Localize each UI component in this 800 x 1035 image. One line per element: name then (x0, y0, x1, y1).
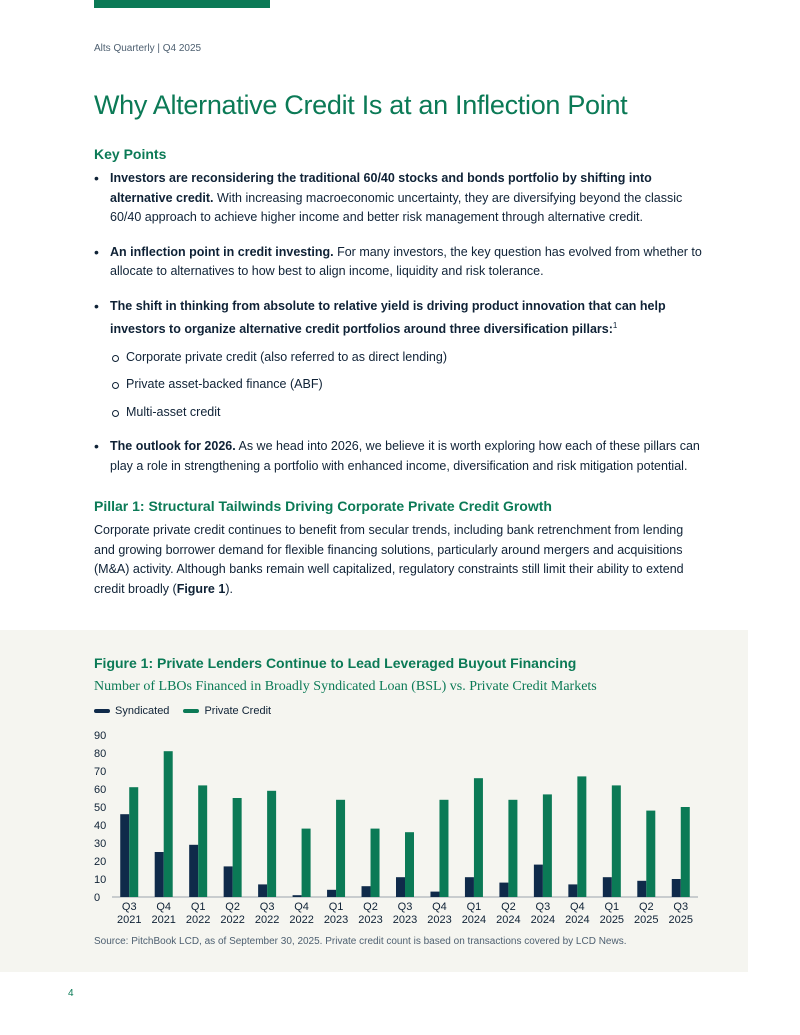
x-tick-label: Q3 (673, 901, 689, 913)
bar-private-credit (681, 807, 690, 897)
page-title: Why Alternative Credit Is at an Inflection Point (94, 90, 628, 120)
key-point-lead: The outlook for 2026. (110, 439, 236, 454)
pillar-sub-item: Multi-asset credit (110, 403, 709, 423)
y-tick-label: 40 (94, 820, 107, 832)
chart-legend (94, 705, 271, 717)
y-tick-label: 10 (94, 874, 107, 886)
bar-private-credit (474, 778, 483, 897)
bar-private-credit (612, 785, 621, 897)
key-points-heading: Key Points (94, 146, 167, 162)
bar-private-credit (198, 785, 207, 897)
figure-source: Source: PitchBook LCD, as of September 30, 2025. Private credit count is based on transactions covered by LCD News. (94, 936, 627, 947)
key-point-item (94, 243, 709, 282)
bar-syndicated (603, 877, 612, 897)
key-points-list (94, 169, 709, 491)
y-tick-label: 60 (94, 784, 107, 796)
bar-syndicated (293, 895, 302, 897)
bar-syndicated (189, 845, 198, 897)
x-tick-label: 2022 (289, 914, 314, 926)
bar-syndicated (258, 884, 267, 897)
x-tick-label: Q2 (638, 901, 654, 913)
bar-private-credit (233, 798, 242, 897)
x-tick-label: 2022 (254, 914, 280, 926)
bar-syndicated (120, 814, 129, 897)
x-tick-label: Q1 (604, 901, 620, 913)
x-tick-label: Q3 (397, 901, 413, 913)
x-tick-label: Q4 (432, 901, 447, 913)
legend-label: Private Credit (204, 705, 272, 717)
legend-label: Syndicated (115, 705, 170, 717)
x-tick-label: Q2 (501, 901, 516, 913)
key-point-text: For many investors, the key question has evolved from whether to allocate to alternatives to how best to align income, liquidity and risk tolerance. (110, 244, 702, 278)
legend-swatch-private-credit (183, 709, 199, 713)
x-tick-label: 2021 (116, 914, 142, 926)
key-point-lead: An inflection point in credit investing. (110, 244, 334, 259)
bar-private-credit (439, 800, 448, 897)
x-tick-label: 2025 (668, 914, 694, 926)
top-accent-bar (94, 0, 270, 8)
bar-private-credit (508, 800, 517, 897)
x-tick-label: Q1 (466, 901, 482, 913)
x-tick-label: Q1 (190, 901, 206, 913)
x-tick-label: Q2 (363, 901, 378, 913)
bar-private-credit (543, 794, 552, 897)
x-tick-label: 2023 (358, 914, 383, 926)
footnote-marker: 1 (612, 321, 618, 330)
x-tick-label: 2023 (323, 914, 349, 926)
bar-syndicated (672, 879, 681, 897)
x-tick-label: 2023 (427, 914, 452, 926)
bar-syndicated (396, 877, 405, 897)
x-tick-label: Q4 (156, 901, 172, 913)
bar-syndicated (465, 877, 474, 897)
bar-private-credit (164, 751, 173, 897)
figure-subtitle: Number of LBOs Financed in Broadly Syndicated Loan (BSL) vs. Private Credit Markets (94, 679, 597, 694)
y-tick-label: 90 (94, 730, 107, 742)
bar-private-credit (302, 829, 311, 897)
bar-syndicated (499, 883, 508, 897)
x-tick-label: Q3 (535, 901, 551, 913)
y-tick-label: 80 (94, 748, 107, 760)
key-point-lead: The shift in thinking from absolute to relative yield is driving product innovation that can help investors to organize alternative credit portfolios around three diversification pillars: (110, 298, 666, 337)
x-tick-label: Q4 (294, 901, 309, 913)
bar-syndicated (155, 852, 164, 897)
x-tick-label: 2024 (565, 914, 590, 926)
bar-private-credit (336, 800, 345, 897)
x-tick-label: 2022 (220, 914, 245, 926)
running-header: Alts Quarterly | Q4 2025 (94, 43, 202, 54)
bar-syndicated (534, 865, 543, 897)
bar-private-credit (577, 776, 586, 897)
x-tick-label: 2024 (461, 914, 487, 926)
pillar1-text: Corporate private credit continues to benefit from secular trends, including bank retrenchment from lending and growing borrower demand for flexible financing solutions, particularly around mergers and acquisitions (M&A) activity. Although banks remain well capitalized, regulatory constraints still limit their ability to extend credit broadly ( (94, 523, 684, 596)
y-tick-label: 30 (94, 838, 107, 850)
legend-item-private-credit (183, 705, 271, 717)
x-tick-label: Q1 (328, 901, 344, 913)
bar-syndicated (362, 886, 371, 897)
legend-swatch-syndicated (94, 709, 110, 713)
figure-title: Figure 1: Private Lenders Continue to Lead Leveraged Buyout Financing (94, 655, 577, 671)
x-tick-label: 2023 (392, 914, 418, 926)
pillar1-heading: Pillar 1: Structural Tailwinds Driving Corporate Private Credit Growth (94, 498, 552, 514)
key-point-text: With increasing macroeconomic uncertainty, they are diversifying beyond the classic 60/40 approach to achieve higher income and better risk management through alternative credit. (110, 190, 683, 224)
y-tick-label: 50 (94, 802, 107, 814)
x-tick-label: 2022 (185, 914, 211, 926)
bar-syndicated (327, 890, 336, 897)
bar-private-credit (267, 791, 276, 897)
legend-item-syndicated (94, 705, 169, 717)
x-tick-label: 2024 (496, 914, 521, 926)
figure-reference: Figure 1 (176, 581, 226, 596)
pillars-sublist (110, 348, 709, 423)
y-tick-label: 0 (94, 892, 101, 904)
pillar1-text-end: ). (225, 581, 233, 596)
x-tick-label: 2021 (151, 914, 176, 926)
y-tick-label: 70 (94, 766, 107, 778)
pillar1-body (94, 521, 706, 599)
key-point-item (94, 169, 709, 228)
bar-private-credit (371, 829, 380, 897)
bar-private-credit (129, 787, 138, 897)
bar-syndicated (568, 884, 577, 897)
pillar-sub-item: Corporate private credit (also referred to as direct lending) (110, 348, 709, 368)
x-tick-label: 2024 (530, 914, 556, 926)
key-point-item (94, 297, 709, 423)
x-tick-label: Q2 (225, 901, 240, 913)
x-tick-label: 2025 (599, 914, 625, 926)
y-tick-label: 20 (94, 856, 107, 868)
x-tick-label: 2025 (634, 914, 659, 926)
bar-syndicated (637, 881, 646, 897)
page-number: 4 (68, 988, 74, 999)
x-tick-label: Q4 (570, 901, 585, 913)
x-tick-label: Q3 (259, 901, 275, 913)
key-point-text: As we head into 2026, we believe it is worth exploring how each of these pillars can play a role in strengthening a portfolio with enhanced income, diversification and risk mitigation potential. (110, 439, 700, 473)
x-tick-label: Q3 (121, 901, 137, 913)
key-point-item (94, 437, 709, 476)
key-point-lead: Investors are reconsidering the traditional 60/40 stocks and bonds portfolio by shifting into alternative credit. (110, 171, 652, 205)
pillar-sub-item: Private asset-backed finance (ABF) (110, 375, 709, 395)
bar-private-credit (405, 832, 414, 897)
bar-chart (0, 725, 748, 931)
bar-private-credit (646, 811, 655, 897)
bar-syndicated (224, 866, 233, 897)
bar-syndicated (430, 892, 439, 897)
